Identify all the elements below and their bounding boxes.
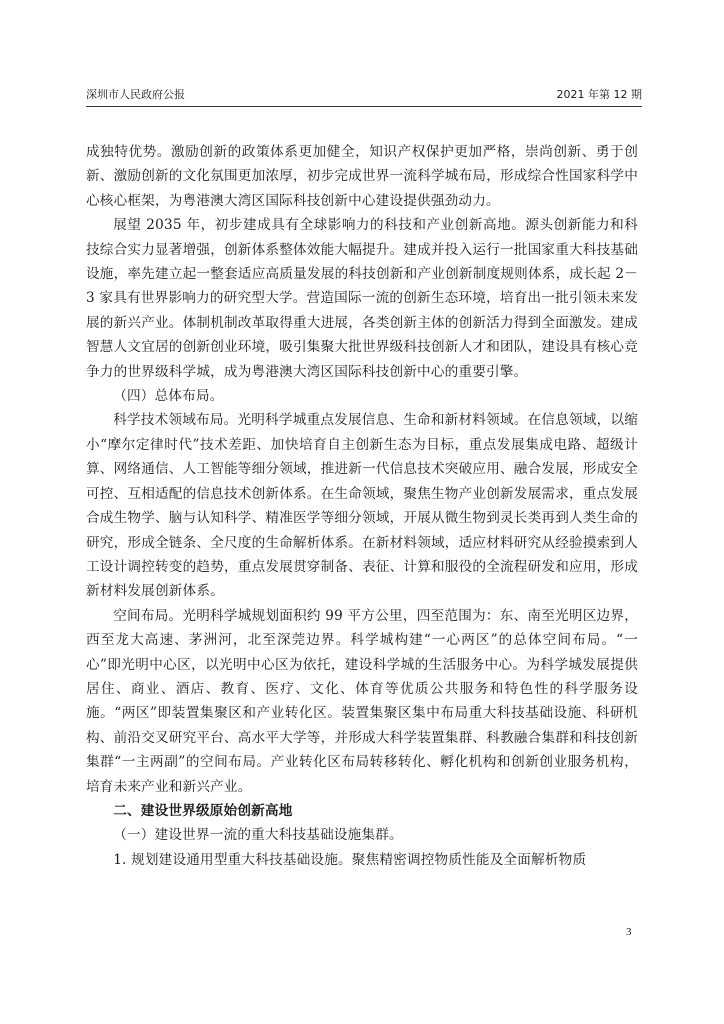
publication-title: 深圳市人民政府公报 [86, 88, 185, 101]
page-number: 3 [626, 926, 632, 938]
paragraph-science-layout: 科学技术领域布局。光明科学城重点发展信息、生命和新材料领域。在信息领域，以缩小“摩尔定律时代”技术差距、加快培育自主创新生态为目标，重点发展集成电路、超级计算、网络通信、人工智能等细分领域，推进新一代信息技术突破应用、融合发展，形成安全可控、互相适配的信息技术创新体系。在生命领域，聚焦生物产业创新发展需求，重点发展合成生物学、脑与认知科学、精准医学等细分领域，开展从微生物到灵长类再到人类生命的研究，形成全链条、全尺度的生命解析体系。在新材料领域，适应材料研究从经验摸索到人工设计调控转变的趋势，重点发展贯穿制备、表征、计算和服役的全流程研发和应用，形成新材料发展创新体系。 [86, 412, 638, 600]
paragraph-continuation: 成独特优势。激励创新的政策体系更加健全，知识产权保护更加严格，崇尚创新、勇于创新、激励创新的文化氛围更加浓厚，初步完成世界一流科学城布局，形成综合性国家科学中心核心框架，为粤港澳大湾区国际科技创新中心建设提供强劲动力。 [86, 144, 638, 209]
subheading-facility-cluster: （一）建设世界一流的重大科技基础设施集群。 [113, 827, 403, 844]
paragraph-spatial-layout: 空间布局。光明科学城规划面积约 99 平方公里，四至范围为：东、南至光明区边界，西至龙大高速、茅洲河，北至深莞边界。科学城构建“一心两区”的总体空间布局。“一心”即光明中心区，以光明中心区为依托，建设科学城的生活服务中心。为科学城发展提供居住、商业、酒店、教育、医疗、文化、体育等优质公共服务和特色性的科学服务设施。“两区”即装置集聚区和产业转化区。装置集聚区集中布局重大科技基础设施、科研机构、前沿交叉研究平台、高水平大学等，并形成大科学装置集群、科教融合集群和科技创新集群“一主两副”的空间布局。产业转化区布局转移转化、孵化机构和创新创业服务机构，培育未来产业和新兴产业。 [86, 607, 638, 795]
subheading-overall-layout: （四）总体布局。 [113, 388, 224, 405]
paragraph-outlook-2035: 展望 2035 年，初步建成具有全球影响力的科技和产业创新高地。源头创新能力和科技综合实力显著增强，创新体系整体效能大幅提升。建成并投入运行一批国家重大科技基础设施，率先建立起一整套适应高质量发展的科技创新和产业创新制度规则体系，成长起 2－3 家具有世界影响力的研究型大学。营造国际一流的创新生态环境，培育出一批引领未来发展的新兴产业。体制机制改革取得重大进展，各类创新主体的创新活力得到全面激发。建成智慧人文宜居的创新创业环境，吸引集聚大批世界级科技创新人才和团队，建设具有核心竞争力的世界级科学城，成为粤港澳大湾区国际科技创新中心的重要引擎。 [86, 217, 638, 380]
paragraph-item-one: 1. 规划建设通用型重大科技基础设施。聚焦精密调控物质性能及全面解析物质 [113, 851, 587, 868]
document-body [86, 140, 638, 872]
page-header [86, 86, 642, 104]
section-heading-two: 二、建设世界级原始创新高地 [113, 802, 293, 819]
header-divider [86, 106, 642, 107]
issue-number: 2021 年第 12 期 [556, 88, 642, 101]
